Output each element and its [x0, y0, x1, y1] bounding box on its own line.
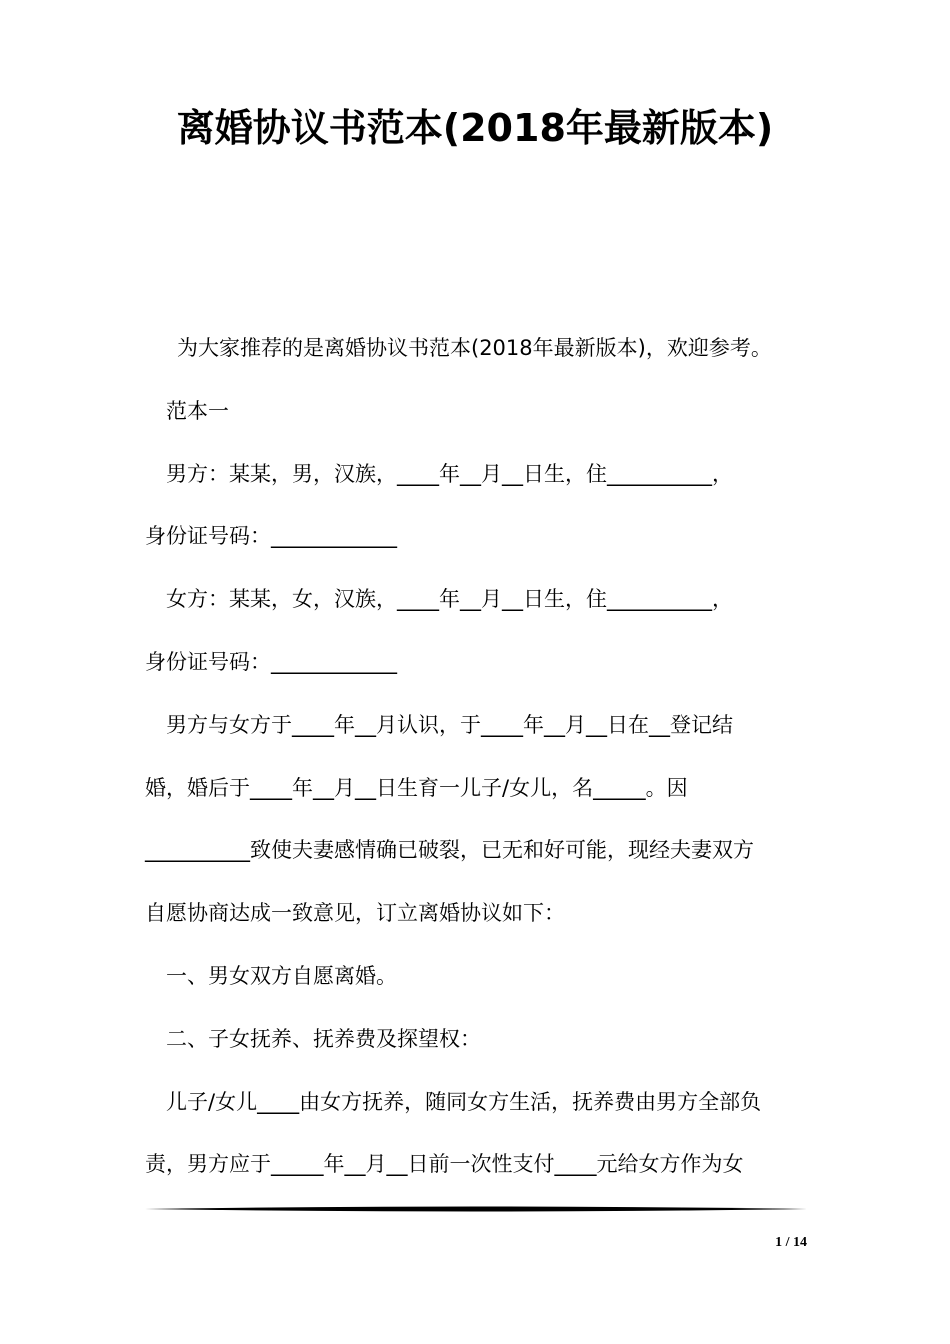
intro-paragraph: 为大家推荐的是离婚协议书范本(2018年最新版本)，欢迎参考。 — [177, 336, 772, 360]
clause-two-heading: 二、子女抚养、抚养费及探望权： — [166, 1026, 481, 1051]
marriage-history-line-1: 男方与女方于____年__月认识，于____年__月__日在__登记结 — [166, 712, 733, 737]
child-custody-line-2: 责，男方应于_____年__月__日前一次性支付____元给女方作为女 — [145, 1152, 744, 1177]
female-id-number-line: 身份证号码：____________ — [145, 649, 397, 674]
marriage-history-line-3: __________致使夫妻感情确已破裂，已无和好可能，现经夫妻双方 — [145, 838, 754, 863]
male-party-line: 男方：某某，男，汉族，____年__月__日生，住__________， — [166, 461, 733, 486]
document-body — [145, 317, 807, 1196]
document-title: 离婚协议书范本(2018年最新版本) — [176, 106, 774, 150]
male-id-number-line: 身份证号码：____________ — [145, 524, 397, 549]
section-heading-template-one: 范本一 — [166, 398, 229, 423]
female-party-line: 女方：某某，女，汉族，____年__月__日生，住__________， — [166, 587, 733, 612]
footer-divider — [145, 1205, 807, 1213]
marriage-history-line-2: 婚，婚后于____年__月__日生育一儿子/女儿，名_____。因 — [145, 775, 688, 800]
marriage-history-line-4: 自愿协商达成一致意见，订立离婚协议如下： — [145, 901, 565, 926]
clause-one: 一、男女双方自愿离婚。 — [166, 963, 397, 988]
page-number: 1 / 14 — [775, 1235, 807, 1250]
child-custody-line-1: 儿子/女儿____由女方抚养，随同女方生活，抚养费由男方全部负 — [166, 1089, 762, 1114]
